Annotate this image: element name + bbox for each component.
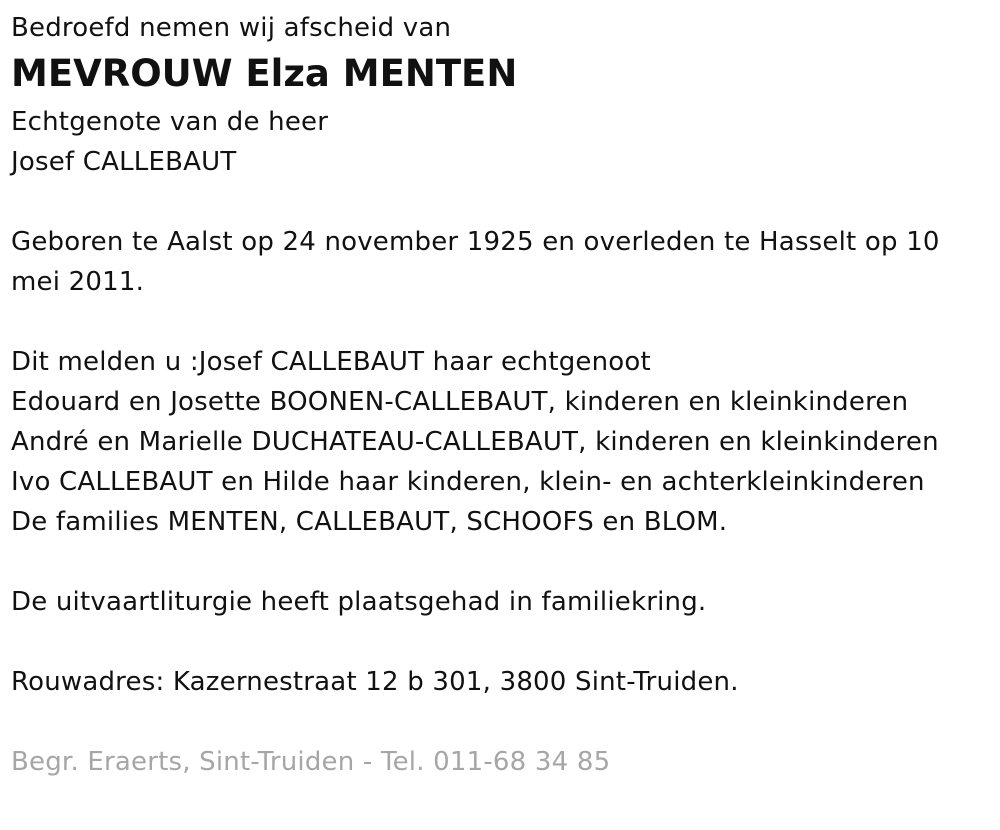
family-line: Ivo CALLEBAUT en Hilde haar kinderen, klein- en achterkleinkinderen: [11, 467, 925, 497]
spouse-line-2: Josef CALLEBAUT: [11, 147, 237, 177]
address-text: Rouwadres: Kazernestraat 12 b 301, 3800 Sint-Truiden.: [11, 667, 739, 697]
spacer: [11, 622, 1000, 662]
family-line: De families MENTEN, CALLEBAUT, SCHOOFS en BLOM.: [11, 507, 728, 537]
intro-text: Bedroefd nemen wij afscheid van: [11, 13, 452, 43]
family-line: André en Marielle DUCHATEAU-CALLEBAUT, kinderen en kleinkinderen: [11, 427, 939, 457]
spacer: [11, 182, 1000, 222]
spacer: [11, 302, 1000, 342]
family-line: Dit melden u :Josef CALLEBAUT haar echtgenoot: [11, 347, 651, 377]
spouse-line-1: Echtgenote van de heer: [11, 107, 329, 137]
funeral-home-footer: Begr. Eraerts, Sint-Truiden - Tel. 011-68 34 85: [11, 747, 611, 777]
liturgy-text: De uitvaartliturgie heeft plaatsgehad in familiekring.: [11, 587, 707, 617]
birth-death-text: Geboren te Aalst op 24 november 1925 en overleden te Hasselt op 10 mei 2011.: [11, 227, 940, 297]
spacer: [11, 542, 1000, 582]
family-line: Edouard en Josette BOONEN-CALLEBAUT, kinderen en kleinkinderen: [11, 387, 909, 417]
deceased-name: MEVROUW Elza MENTEN: [11, 52, 518, 95]
spacer: [11, 702, 1000, 742]
